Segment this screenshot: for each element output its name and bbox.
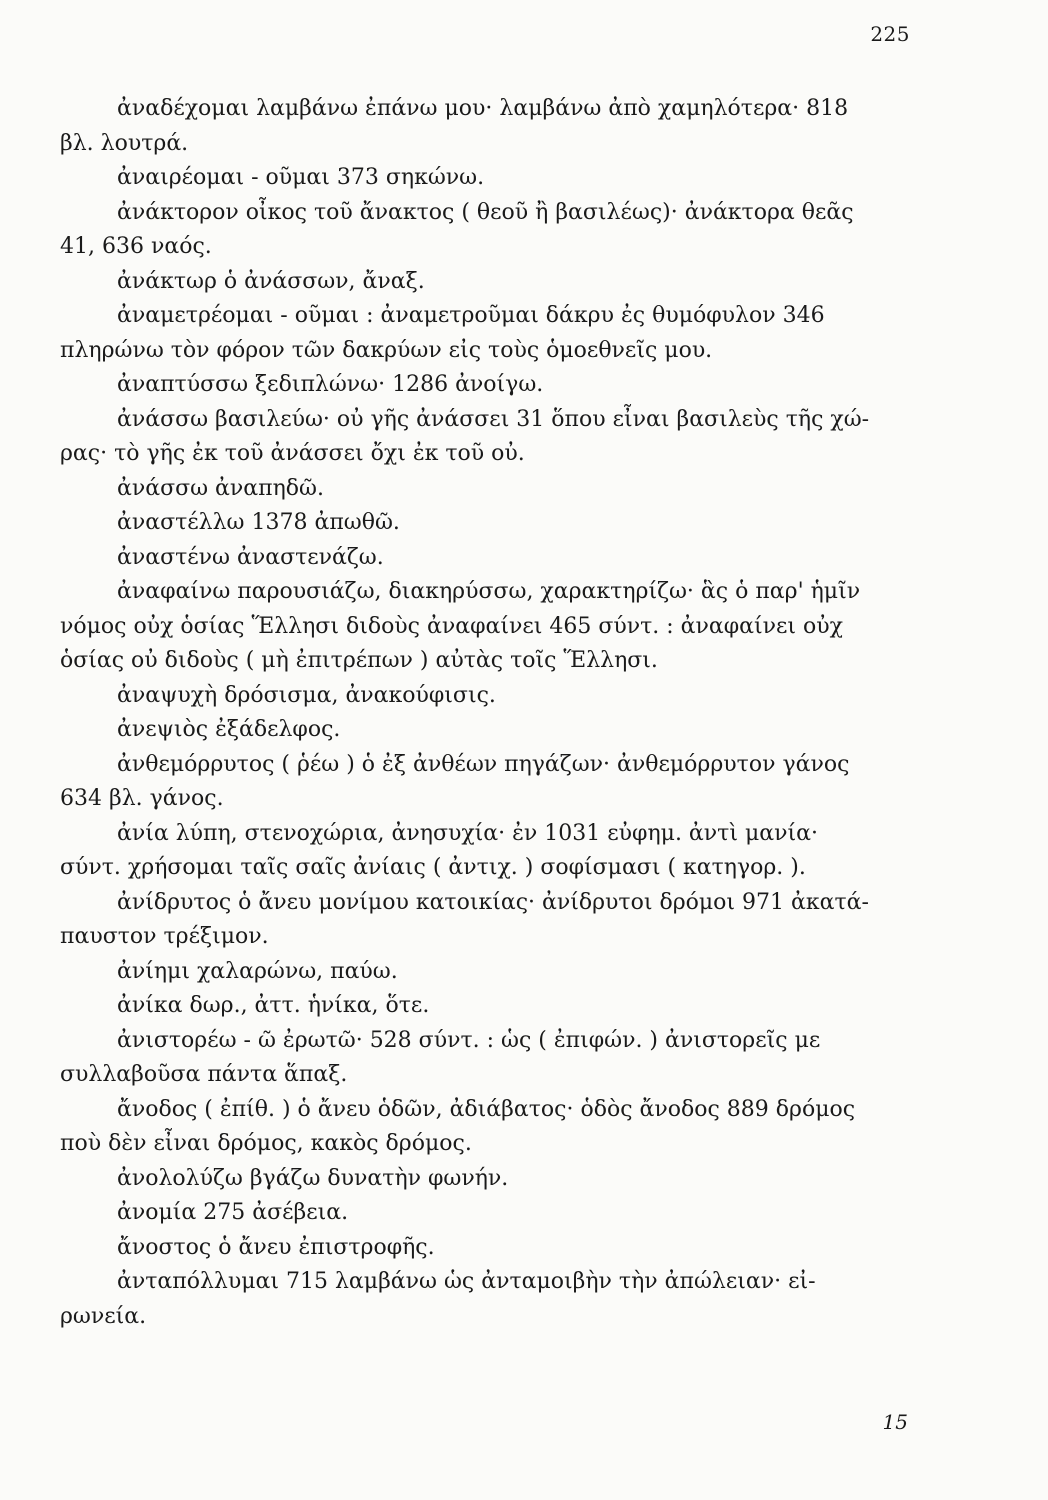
entry-line1: ἀναδέχομαι λαμβάνω ἐπάνω μου· λαμβάνω ἀπὸ χαμηλότερα· 818	[117, 96, 849, 121]
entry-line2: σύντ. χρήσομαι ταῖς σαῖς ἀνίαις ( ἀντιχ. ) σοφίσμασι ( κατηγορ. ).	[60, 855, 806, 880]
dictionary-entry	[60, 713, 920, 748]
page-number: 225	[870, 22, 910, 46]
entry-line2: ρας· τὸ γῆς ἐκ τοῦ ἀνάσσει ὄχι ἐκ τοῦ οὐ.	[60, 441, 525, 466]
dictionary-entry	[60, 1265, 920, 1334]
entry-line1: ἄνοστος ὁ ἄνευ ἐπιστροφῆς.	[117, 1234, 435, 1260]
entry-line1: ἀνίκα δωρ., ἀττ. ἡνίκα, ὅτε.	[117, 993, 430, 1018]
entry-line1: ἀνθεμόρρυτος ( ῥέω ) ὁ ἐξ ἀνθέων πηγάζων· ἀνθεμόρρυτον γάνος	[117, 751, 850, 777]
dictionary-entry	[60, 1162, 920, 1197]
entry-line2: 41, 636 ναός.	[60, 234, 212, 259]
entry-line2: ρωνεία.	[60, 1303, 147, 1329]
entry-line2: νόμος οὐχ ὁσίας Ἕλλησι διδοὺς ἀναφαίνει 465 σύντ. : ἀναφαίνει οὐχ	[60, 613, 843, 639]
entry-line1: ἀναστέλλω 1378 ἀπωθῶ.	[117, 510, 400, 535]
dictionary-entry	[60, 506, 920, 541]
entry-line2: παυστον τρέξιμον.	[60, 924, 269, 949]
dictionary-entry	[60, 541, 920, 576]
entry-line1: ἀνίημι χαλαρώνω, παύω.	[117, 958, 398, 984]
dictionary-entry	[60, 679, 920, 714]
entry-line1: ἀνάκτωρ ὁ ἀνάσσων, ἄναξ.	[117, 268, 425, 294]
entry-line1: ἀνάσσω ἀναπηδῶ.	[117, 475, 324, 501]
entry-line1: ἀνάσσω βασιλεύω· οὐ γῆς ἀνάσσει 31 ὅπου εἶναι βασιλεὺς τῆς χώ-	[117, 406, 870, 432]
dictionary-entry	[60, 265, 920, 300]
entry-line1: ἀναφαίνω παρουσιάζω, διακηρύσσω, χαρακτηρίζω· ἃς ὁ παρ' ἡμῖν	[117, 579, 861, 604]
entry-line1: ἀνιστορέω - ῶ ἐρωτῶ· 528 σύντ. : ὡς ( ἐπιφών. ) ἀνιστορεῖς με	[117, 1027, 821, 1053]
dictionary-entry	[60, 748, 920, 817]
entry-line1: ἀνταπόλλυμαι 715 λαμβάνω ὡς ἀνταμοιβὴν τὴν ἀπώλειαν· εἰ-	[117, 1269, 816, 1294]
dictionary-entry	[60, 886, 920, 955]
entry-line1: ἀνολολύζω βγάζω δυνατὴν φωνήν.	[117, 1165, 509, 1191]
dictionary-entry	[60, 1024, 920, 1093]
dictionary-entry	[60, 575, 920, 679]
dictionary-entry	[60, 299, 920, 368]
dictionary-entry	[60, 1231, 920, 1266]
entry-line1: ἀναμετρέομαι - οῦμαι : ἀναμετροῦμαι δάκρυ ἐς θυμόφυλον 346	[117, 303, 825, 328]
entry-line1: ἀνομία 275 ἀσέβεια.	[117, 1200, 349, 1225]
signature-mark: 15	[882, 1410, 908, 1434]
entry-line3: ὁσίας οὐ διδοὺς ( μὴ ἐπιτρέπων ) αὐτὰς τοῖς Ἕλλησι.	[60, 648, 658, 673]
dictionary-entry	[60, 196, 920, 265]
dictionary-entry	[60, 817, 920, 886]
dictionary-entry	[60, 161, 920, 196]
entry-line1: ἀνία λύπη, στενοχώρια, ἀνησυχία· ἐν 1031 εὐφημ. ἀντὶ μανία·	[117, 820, 818, 846]
dictionary-entry	[60, 1093, 920, 1162]
entry-line1: ἀναψυχὴ δρόσισμα, ἀνακούφισις.	[117, 682, 496, 708]
dictionary-entry	[60, 989, 920, 1024]
entry-line1: ἀνίδρυτος ὁ ἄνευ μονίμου κατοικίας· ἀνίδρυτοι δρόμοι 971 ἀκατά-	[117, 889, 869, 915]
entry-line2: πληρώνω τὸν φόρον τῶν δακρύων εἰς τοὺς ὁμοεθνεῖς μου.	[60, 337, 713, 363]
entry-line1: ἀνάκτορον οἶκος τοῦ ἄνακτος ( θεοῦ ἢ βασιλέως)· ἀνάκτορα θεᾶς	[117, 199, 854, 225]
entry-line1: ἀναπτύσσω ξεδιπλώνω· 1286 ἀνοίγω.	[117, 372, 544, 397]
entry-line1: ἄνοδος ( ἐπίθ. ) ὁ ἄνευ ὁδῶν, ἀδιάβατος· ὁδὸς ἄνοδος 889 δρόμος	[117, 1096, 856, 1122]
entry-line2: ποὺ δὲν εἶναι δρόμος, κακὸς δρόμος.	[60, 1131, 472, 1156]
entry-line1: ἀναιρέομαι - οῦμαι 373 σηκώνω.	[117, 165, 485, 190]
entry-line2: βλ. λουτρά.	[60, 130, 189, 156]
dictionary-entry	[60, 368, 920, 403]
entry-line1: ἀναστένω ἀναστενάζω.	[117, 544, 384, 570]
dictionary-entries	[60, 92, 920, 1334]
entry-line1: ἀνεψιὸς ἐξάδελφος.	[117, 717, 341, 742]
dictionary-entry	[60, 472, 920, 507]
dictionary-entry	[60, 92, 920, 161]
dictionary-entry	[60, 955, 920, 990]
dictionary-entry	[60, 403, 920, 472]
entry-line2: συλλαβοῦσα πάντα ἅπαξ.	[60, 1062, 348, 1087]
dictionary-entry	[60, 1196, 920, 1231]
entry-line2: 634 βλ. γάνος.	[60, 786, 224, 811]
